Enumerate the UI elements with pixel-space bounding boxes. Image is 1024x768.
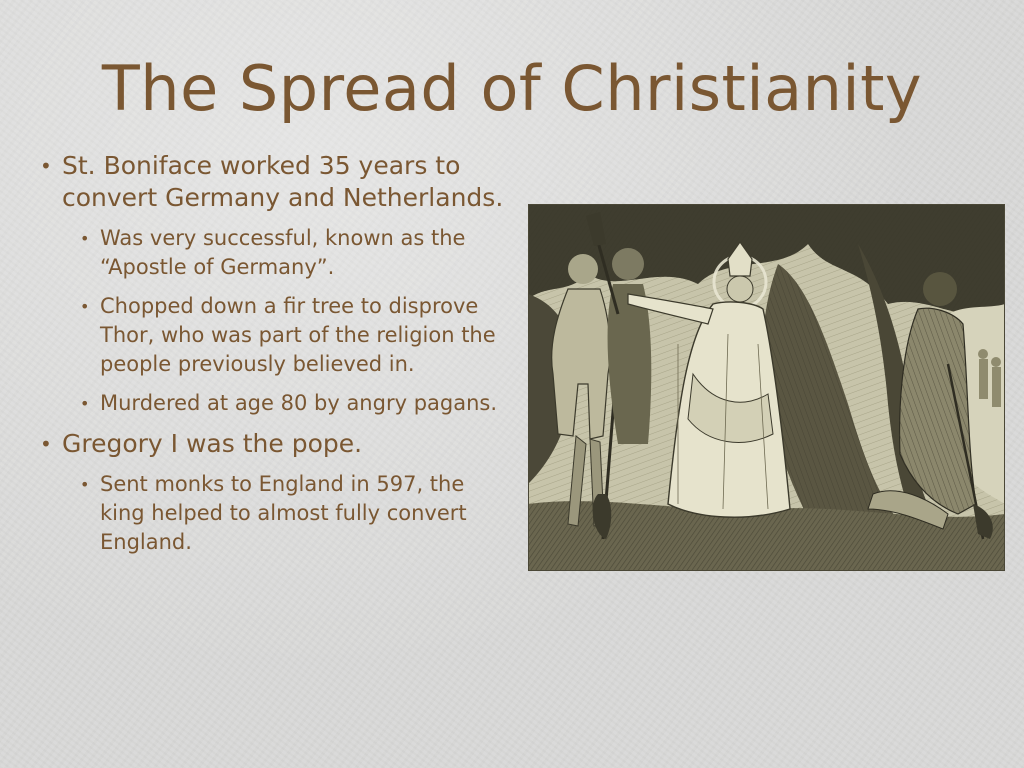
bullet-glyph: • (40, 154, 52, 178)
bullet-list (40, 150, 510, 567)
etching-illustration-icon (528, 204, 1005, 571)
bullet-glyph: • (80, 394, 90, 413)
sub-bullet-text: Chopped down a fir tree to disprove Thor, who was part of the religion the people previously believed in. (100, 294, 496, 376)
sub-bullet-item (80, 470, 505, 557)
bullet-glyph: • (40, 432, 52, 456)
etching-illustration (528, 204, 1005, 571)
sub-bullet-text: Murdered at age 80 by angry pagans. (100, 391, 498, 415)
sub-bullet-item (80, 292, 505, 379)
bullet-text: St. Boniface worked 35 years to convert Germany and Netherlands. (62, 151, 504, 212)
bullet-glyph: • (80, 475, 90, 494)
sub-bullet-item (80, 389, 505, 418)
sub-bullet-text: Was very successful, known as the “Apostle of Germany”. (100, 226, 466, 279)
slide-title: The Spread of Christianity (101, 52, 923, 125)
bullet-item (40, 150, 510, 214)
bullet-item (40, 428, 510, 460)
bullet-glyph: • (80, 297, 90, 316)
bullet-glyph: • (80, 229, 90, 248)
sub-bullet-text: Sent monks to England in 597, the king helped to almost fully convert England. (100, 472, 467, 554)
sub-bullet-item (80, 224, 505, 282)
bullet-text: Gregory I was the pope. (62, 429, 363, 458)
